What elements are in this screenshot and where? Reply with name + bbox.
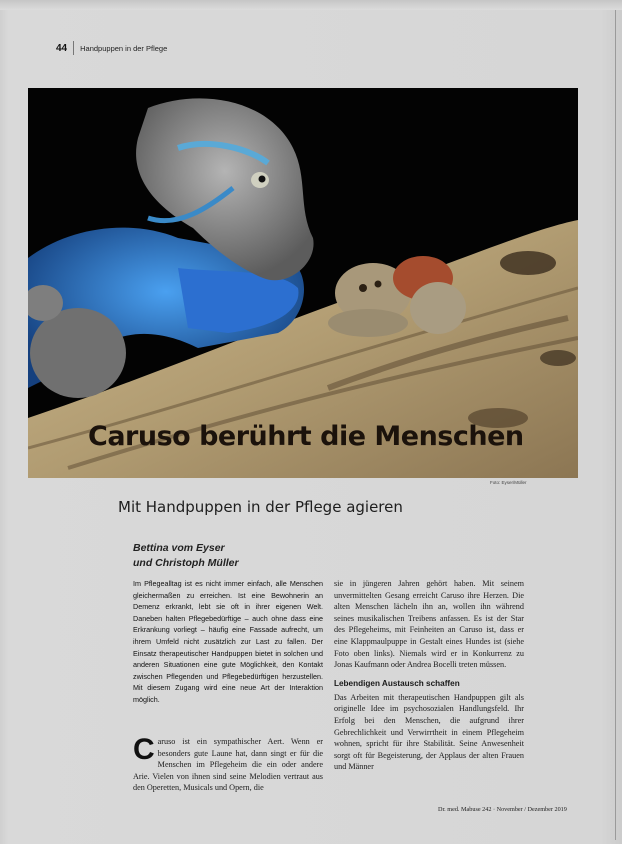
article-subtitle: Mit Handpuppen in der Pflege agieren bbox=[118, 498, 403, 516]
footer-citation: Dr. med. Mabuse 242 · November / Dezember 2019 bbox=[438, 806, 567, 813]
body-column-right bbox=[334, 578, 524, 773]
scan-top-shadow bbox=[0, 0, 622, 10]
author-byline bbox=[133, 541, 239, 571]
puppet-photo-illustration bbox=[28, 88, 578, 478]
drop-cap: C bbox=[133, 733, 155, 766]
section-subheading: Lebendigen Austausch schaffen bbox=[334, 678, 460, 688]
page-edge-line bbox=[615, 10, 616, 840]
body-column-left bbox=[133, 733, 323, 794]
body-paragraph-1: aruso ist ein sympathischer Aert. Wenn er besonders gute Laune hat, dann singt er für die Menschen im Pflegeheim die ein oder andere Arie. Vielen von ihnen sind seine Melodien vertraut aus den Operetten, Musicals und Opern, die bbox=[133, 737, 323, 793]
author-1: Bettina vom Eyser bbox=[133, 542, 225, 554]
intro-paragraph: Im Pflegealltag ist es nicht immer einfach, alle Menschen gleichermaßen zu erreichen. Ist eine Bewohnerin an Demenz erkrankt, lebt sie oft in ihrer eigenen Welt. Daneben halten Pflegebedürftige – auch ohne dass eine Erkrankung vorliegt – häufig eine Fassade aufrecht, um ihrem Umfeld nicht zusätzlich zur Last zu fallen. Der Einsatz therapeutischer Handpuppen bietet in solchen und anderen Situationen eine gute Möglichkeit, den Kontakt zwischen Pflegenden und Pflegebedürftigen herzustellen. Mit diesem Zugang wird eine neue Art der Interaktion möglich. bbox=[133, 579, 323, 704]
body-paragraph-2: sie in jüngeren Jahren gehört haben. Mit seinem unvermittelten Gesang erreicht Caruso ihre Herzen. Die alten Menschen lächeln ihn an, wollen ihn während seines musikalischen Treibens anfassen. Es ist der Star des Pflegeheims, mit Feinheiten an Caruso ist, dass er eine Klappmaulpuppe in Gestalt eines Hundes ist (siehe Foto oben links). Niemals wird er in Konkurrenz zu Jonas Kaufmann oder Andrea Bocelli treten müssen. bbox=[334, 579, 524, 670]
author-2: und Christoph Müller bbox=[133, 557, 239, 569]
running-head bbox=[56, 41, 167, 55]
running-head-divider bbox=[73, 41, 74, 55]
article-headline: Caruso berührt die Menschen bbox=[88, 421, 524, 452]
body-paragraph-3: Das Arbeiten mit therapeutischen Handpuppen gilt als originelle Idee im psychosozialen Handlungsfeld. Ihr Erfolg bei den Menschen, die aufgrund ihrer Gebrechlichkeit und Verwirrtheit in einem Pflegeheim wohnen, spricht für ihre Stabilität. Seine Anwesenheit sorgt oft für Begeisterung, der Applaus der alten Frauen und Männer bbox=[334, 692, 524, 772]
intro-column bbox=[133, 578, 323, 706]
section-title: Handpuppen in der Pflege bbox=[80, 43, 168, 53]
hero-photo bbox=[28, 88, 578, 478]
page-number: 44 bbox=[56, 42, 68, 54]
photo-credit: Foto: Eyser/Müller bbox=[490, 480, 527, 485]
